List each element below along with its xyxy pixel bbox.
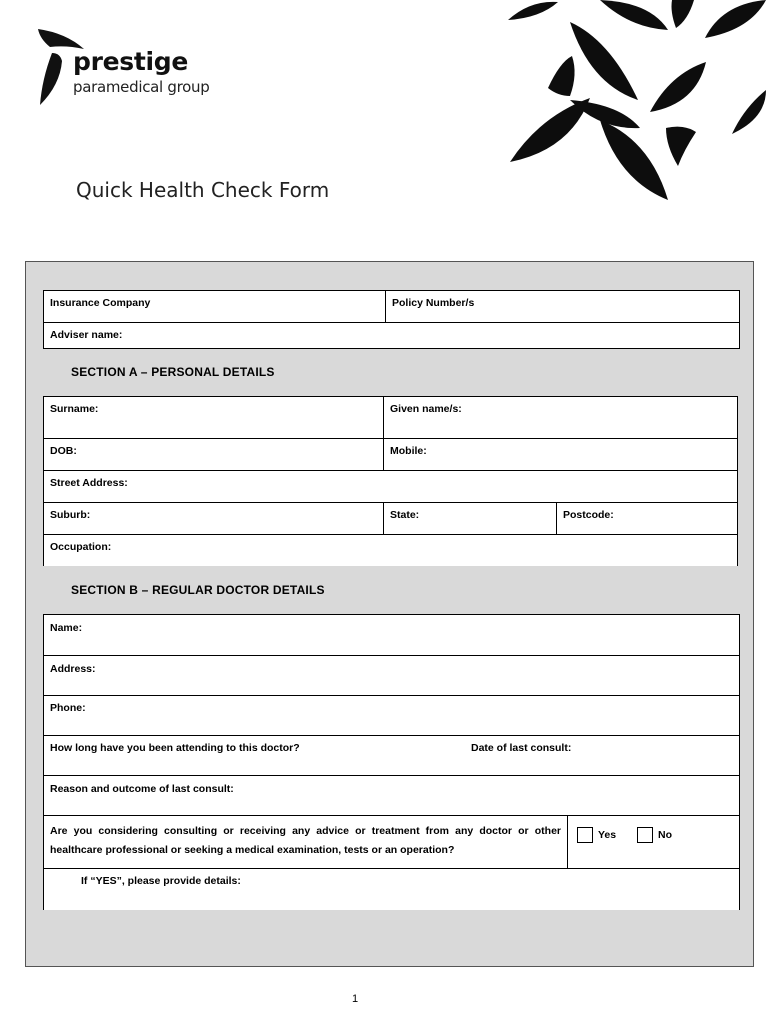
yes-option[interactable] [577, 827, 616, 843]
last-consult-reason-field[interactable]: Reason and outcome of last consult: [43, 775, 740, 816]
occupation-field[interactable]: Occupation: [43, 534, 738, 566]
doctor-address-field[interactable]: Address: [43, 655, 740, 696]
yes-label: Yes [598, 828, 617, 841]
page-title: Quick Health Check Form [76, 178, 330, 202]
section-a-heading: SECTION A – PERSONAL DETAILS [71, 365, 275, 379]
surname-field[interactable]: Surname: [43, 396, 384, 439]
last-consult-date-label: Date of last consult: [471, 742, 572, 754]
dob-field[interactable]: DOB: [43, 438, 384, 471]
doctor-phone-field[interactable]: Phone: [43, 695, 740, 736]
no-label: No [658, 828, 672, 841]
attending-duration-field[interactable] [43, 735, 740, 776]
postcode-field[interactable]: Postcode: [556, 502, 738, 535]
page-number: 1 [351, 993, 359, 1005]
suburb-field[interactable]: Suburb: [43, 502, 384, 535]
mobile-field[interactable]: Mobile: [383, 438, 738, 471]
yes-checkbox[interactable] [577, 827, 593, 843]
no-checkbox[interactable] [637, 827, 653, 843]
insurance-company-field[interactable]: Insurance Company [43, 290, 386, 323]
if-yes-details-field[interactable]: If “YES”, please provide details: [43, 868, 740, 910]
brand-name: prestige [73, 47, 189, 76]
brand-logo [36, 27, 236, 107]
policy-number-field[interactable]: Policy Number/s [385, 290, 740, 323]
attending-duration-label: How long have you been attending to this doctor? [50, 742, 300, 754]
considering-treatment-question: Are you considering consulting or receiving any advice or treatment from any doctor or other healthcare professional or seeking a medical examination, tests or an operation? [43, 815, 568, 869]
no-option[interactable] [637, 827, 672, 843]
doctor-name-field[interactable]: Name: [43, 614, 740, 656]
given-names-field[interactable]: Given name/s: [383, 396, 738, 439]
leaf-pattern-icon [500, 0, 768, 205]
street-address-field[interactable]: Street Address: [43, 470, 738, 503]
adviser-name-field[interactable]: Adviser name: [43, 322, 740, 349]
state-field[interactable]: State: [383, 502, 557, 535]
section-b-heading: SECTION B – REGULAR DOCTOR DETAILS [71, 583, 325, 597]
brand-tagline: paramedical group [73, 78, 210, 96]
